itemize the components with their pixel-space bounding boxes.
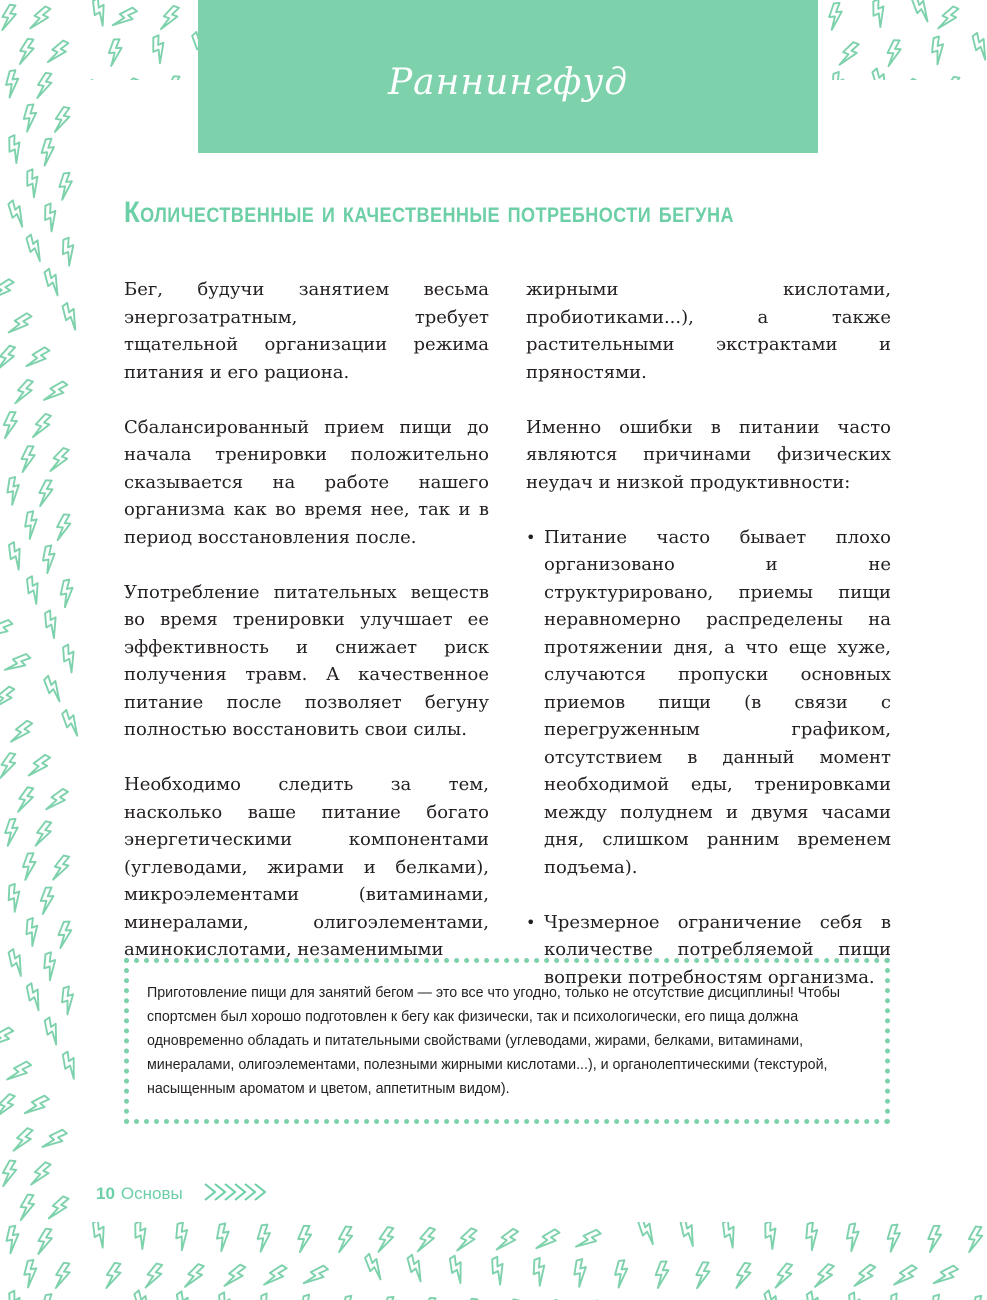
lightning-bolt-icon <box>19 1194 35 1221</box>
lightning-bolt-icon <box>944 76 961 80</box>
lightning-bolt-icon <box>58 922 72 949</box>
lightning-bolt-icon <box>340 1296 358 1300</box>
lightning-bolt-icon <box>22 511 41 539</box>
lightning-bolt-icon <box>814 1262 836 1291</box>
lightning-bolt-icon <box>338 1226 353 1253</box>
lightning-bolt-icon <box>4 650 32 678</box>
lightning-bolt-icon <box>0 276 15 305</box>
lightning-bolt-icon <box>735 1262 752 1290</box>
lightning-bolt-icon <box>4 819 19 846</box>
lightning-bolt-icon <box>52 854 71 882</box>
lightning-bolt-icon <box>2 1160 17 1187</box>
lightning-bolt-icon <box>40 203 62 232</box>
lightning-bolt-icon <box>613 1260 630 1288</box>
lightning-bolt-icon <box>40 887 54 914</box>
lightning-bolt-icon <box>853 1262 876 1291</box>
lightning-bolt-icon <box>214 1223 233 1251</box>
lightning-bolt-icon <box>112 4 139 32</box>
lightning-bolt-icon <box>22 1260 39 1288</box>
lightning-bolt-icon <box>40 675 68 703</box>
lightning-bolt-icon <box>18 38 35 66</box>
lightning-bolt-icon <box>4 1290 27 1300</box>
lightning-bolt-icon <box>37 1228 53 1255</box>
lightning-bolt-icon <box>933 1262 960 1290</box>
lightning-bolt-icon <box>58 1051 80 1080</box>
lightning-bolt-icon <box>108 39 123 66</box>
right-column <box>526 276 891 1019</box>
lightning-bolt-icon <box>495 1226 519 1255</box>
lightning-bolt-icon <box>34 820 53 848</box>
lightning-bolt-icon <box>27 752 51 781</box>
lightning-bolt-icon <box>4 883 26 912</box>
lightning-bolt-icon <box>676 1222 702 1247</box>
lightning-bolt-icon <box>7 310 32 339</box>
lightning-bolt-icon <box>49 446 70 475</box>
lightning-bolt-icon <box>1 4 17 31</box>
lightning-bolt-icon <box>571 1259 590 1288</box>
lightning-bolt-icon <box>41 1126 68 1154</box>
lightning-bolt-icon <box>696 1262 710 1289</box>
lightning-bolt-icon <box>377 1226 395 1254</box>
lightning-bolt-icon <box>263 1262 288 1291</box>
lightning-bolt-icon <box>0 1092 16 1121</box>
lightning-bolt-icon <box>40 268 67 296</box>
lightning-bolt-icon <box>535 1226 561 1255</box>
lightning-bolt-icon <box>39 480 53 507</box>
lightning-bolt-icon <box>40 610 64 639</box>
lightning-bolt-icon <box>22 575 46 604</box>
lightning-bolt-icon <box>105 1262 122 1290</box>
lightning-bolt-icon <box>25 344 51 373</box>
lightning-bolt-icon <box>58 986 78 1015</box>
lightning-bolt-icon <box>4 412 18 438</box>
lightning-bolt-icon <box>22 169 45 198</box>
lightning-bolt-icon <box>4 199 31 227</box>
lightning-bolt-icon <box>416 1226 436 1255</box>
lightning-bolt-icon <box>887 40 901 67</box>
lightning-bolt-icon <box>844 1223 863 1251</box>
lightning-bolt-icon <box>167 76 181 80</box>
lightning-bolt-icon <box>4 948 30 977</box>
lightning-bolt-icon <box>487 1256 510 1285</box>
lightning-bolt-icon <box>22 982 48 1011</box>
header-title: Раннингфуд <box>387 62 629 103</box>
lightning-bolt-icon <box>58 173 74 200</box>
lightning-bolt-icon <box>634 1222 661 1245</box>
lightning-bolt-icon <box>40 1017 66 1046</box>
lightning-bolt-icon <box>4 134 27 163</box>
lightning-bolt-icon <box>10 718 34 747</box>
lightning-bolt-icon <box>937 4 960 33</box>
lightning-bolt-icon <box>403 1254 430 1282</box>
lightning-bolt-icon <box>868 0 891 28</box>
lightning-bolt-icon <box>0 1024 14 1053</box>
callout-text: Приготовление пищи для занятий бегом — это все что угодно, только не отсутствие дисциплины! Чтобы спортсмен был хорошо подготовлен к бегу как физически, так и психологически, его пища должна одновременно обладать и питательными свойствами (углеводами, жирами, белками, витаминами, минералами, олигоэлементами, полезными жирными кислотами...), и органолептическими (текстурой, насыщенным ароматом и цветом, аппетитным видом). <box>147 984 840 1097</box>
lightning-bolt-icon <box>12 1126 34 1155</box>
lightning-bolt-icon <box>58 302 80 331</box>
lightning-bolt-icon <box>774 1262 793 1291</box>
lightning-bolt-icon <box>655 1261 669 1288</box>
lightning-bolt-icon <box>844 1292 868 1300</box>
lightning-bolt-icon <box>32 412 53 441</box>
lightning-bolt-icon <box>160 4 181 33</box>
lightning-bolt-icon <box>4 1226 22 1254</box>
lightning-bolt-icon <box>40 1294 57 1300</box>
list-item: • Чрезмерное ограничение себя в количестве потребляемой пищи вопреки потребностям организма. <box>526 909 891 992</box>
lightning-bolt-icon <box>58 709 80 737</box>
callout-box <box>124 958 890 1124</box>
paragraph: Сбалансированный прием пищи до начала тренировки положительно сказывается на работе нашего организма как во время нее, так и в период восстановления после. <box>124 416 489 548</box>
lightning-bolt-icon <box>47 1194 70 1223</box>
lightning-bolt-icon <box>223 1262 246 1291</box>
lightning-bolt-icon <box>22 918 43 947</box>
lightning-bolt-icon <box>456 1226 478 1255</box>
lightning-bolt-icon <box>22 853 37 880</box>
lightning-bolt-icon <box>17 786 35 814</box>
lightning-bolt-icon <box>36 72 53 100</box>
lightning-bolt-icon <box>14 378 34 407</box>
lightning-bolt-icon <box>886 1224 902 1251</box>
lightning-bolt-icon <box>188 31 198 59</box>
lightning-pattern-top-left <box>80 0 198 80</box>
lightning-bolt-icon <box>184 1262 206 1291</box>
lightning-bolt-icon <box>893 1262 918 1291</box>
lightning-bolt-icon <box>148 35 171 64</box>
lightning-bolt-icon <box>118 76 140 80</box>
lightning-bolt-icon <box>802 1291 828 1300</box>
paragraph: Необходимо следить за тем, насколько ваше питание богато энергетическими компонентами (углеводами, жирами и белками), микроэлементами (витаминами, минералами, олигоэлементами, аминокислотами, незаменимыми <box>124 774 489 960</box>
footer-section-label: Основы <box>120 1184 183 1203</box>
lightning-bolt-icon <box>80 76 98 80</box>
lightning-bolt-icon <box>828 71 850 80</box>
lightning-bolt-icon <box>88 0 113 26</box>
lightning-bolt-icon <box>718 1222 743 1248</box>
chevron-right-icon <box>203 1182 275 1207</box>
lightning-bolt-icon <box>445 1255 470 1284</box>
lightning-bolt-icon <box>21 446 35 473</box>
lightning-bolt-icon <box>58 644 80 673</box>
lightning-bolt-icon <box>22 234 49 262</box>
lightning-bolt-icon <box>0 344 16 373</box>
lightning-bolt-icon <box>968 32 987 61</box>
lightning-bolt-icon <box>40 545 59 573</box>
lightning-bolt-icon <box>970 1296 987 1300</box>
lightning-bolt-icon <box>4 70 21 98</box>
lightning-bolt-icon <box>256 1224 272 1251</box>
lightning-bolt-icon <box>56 514 71 541</box>
lightning-bolt-icon <box>214 1292 238 1300</box>
lightning-bolt-icon <box>58 579 76 607</box>
lightning-bolt-icon <box>6 1058 32 1087</box>
lightning-bolt-icon <box>47 38 70 67</box>
lightning-pattern-top-right <box>818 0 987 80</box>
lightning-bolt-icon <box>928 1294 948 1300</box>
lightning-bolt-icon <box>29 4 52 33</box>
lightning-bolt-icon <box>298 1294 318 1300</box>
lightning-bolt-icon <box>22 104 39 132</box>
lightning-bolt-icon <box>0 684 16 713</box>
lightning-bolt-icon <box>43 378 69 407</box>
lightning-bolt-icon <box>130 1289 157 1300</box>
lightning-bolt-icon <box>144 1262 163 1291</box>
lightning-bolt-icon <box>130 1222 153 1250</box>
lightning-bolt-icon <box>760 1289 787 1300</box>
lightning-pattern-left <box>0 0 80 1300</box>
lightning-bolt-icon <box>298 1226 312 1252</box>
lightning-bolt-icon <box>928 36 948 65</box>
section-title: Количественные и качественные потребности бегуна <box>124 196 734 229</box>
lightning-bolt-icon <box>30 1160 52 1189</box>
lightning-bolt-icon <box>54 1262 71 1290</box>
lightning-bolt-icon <box>24 1092 51 1120</box>
header-band <box>198 0 818 153</box>
lightning-bolt-icon <box>172 1291 198 1300</box>
lightning-bolt-icon <box>868 67 895 80</box>
lightning-bolt-icon <box>53 106 70 134</box>
paragraph: Именно ошибки в питании часто являются причинами физических неудач и низкой продуктивности: <box>526 416 891 493</box>
lightning-bolt-icon <box>172 1222 193 1251</box>
paragraph: жирными кислотами, пробиотиками...), а также растительными экстрактами и пряностями. <box>526 279 891 383</box>
page-number: 10 <box>96 1184 115 1203</box>
lightning-bolt-icon <box>968 1226 983 1253</box>
lightning-bolt-icon <box>838 40 860 69</box>
lightning-bolt-icon <box>4 477 23 506</box>
lightning-bolt-icon <box>886 1293 908 1300</box>
lightning-pattern-bottom <box>80 1222 987 1300</box>
lightning-bolt-icon <box>58 237 80 266</box>
lightning-bolt-icon <box>256 1293 278 1300</box>
lightning-bolt-icon <box>529 1257 551 1286</box>
lightning-bolt-icon <box>303 1262 330 1290</box>
lightning-bolt-icon <box>575 1226 602 1254</box>
lightning-bolt-icon <box>40 138 56 165</box>
lightning-bolt-icon <box>828 3 843 30</box>
page-footer <box>96 1180 275 1208</box>
lightning-bolt-icon <box>895 76 919 80</box>
lightning-bolt-icon <box>361 1253 389 1281</box>
lightning-bolt-icon <box>0 752 17 780</box>
lightning-bolt-icon <box>45 786 69 815</box>
lightning-bolt-icon <box>928 1226 942 1252</box>
lightning-bolt-icon <box>88 1222 113 1248</box>
list-item: • Питание часто бывает плохо организовано и не структурировано, приемы пищи неравномерно распределены на протяжении дня, а что еще хуже, случаются пропуски основных приемов пищи (в связи с перегруженным графиком, отсутствием в данный момент необходимой еды, тренировками между полуднем и двумя часами дня, слишком ранним временем подъема). <box>526 524 891 882</box>
lightning-bolt-icon <box>40 952 61 981</box>
left-column <box>124 276 489 964</box>
bullet-list <box>526 524 891 992</box>
lightning-bolt-icon <box>0 616 14 644</box>
lightning-bolt-icon <box>908 0 936 22</box>
lightning-bolt-icon <box>4 541 29 570</box>
lightning-bolt-icon <box>802 1222 823 1251</box>
paragraph: Бег, будучи занятием весьма энергозатратным, требует тщательной организации режима питания и его рациона. <box>124 279 489 383</box>
paragraph: Употребление питательных веществ во время тренировки улучшает ее эффективность и снижает риск получения травм. А качественное питание после позволяет бегуну полностью восстановить свои силы. <box>124 581 489 740</box>
lightning-bolt-icon <box>760 1222 783 1250</box>
